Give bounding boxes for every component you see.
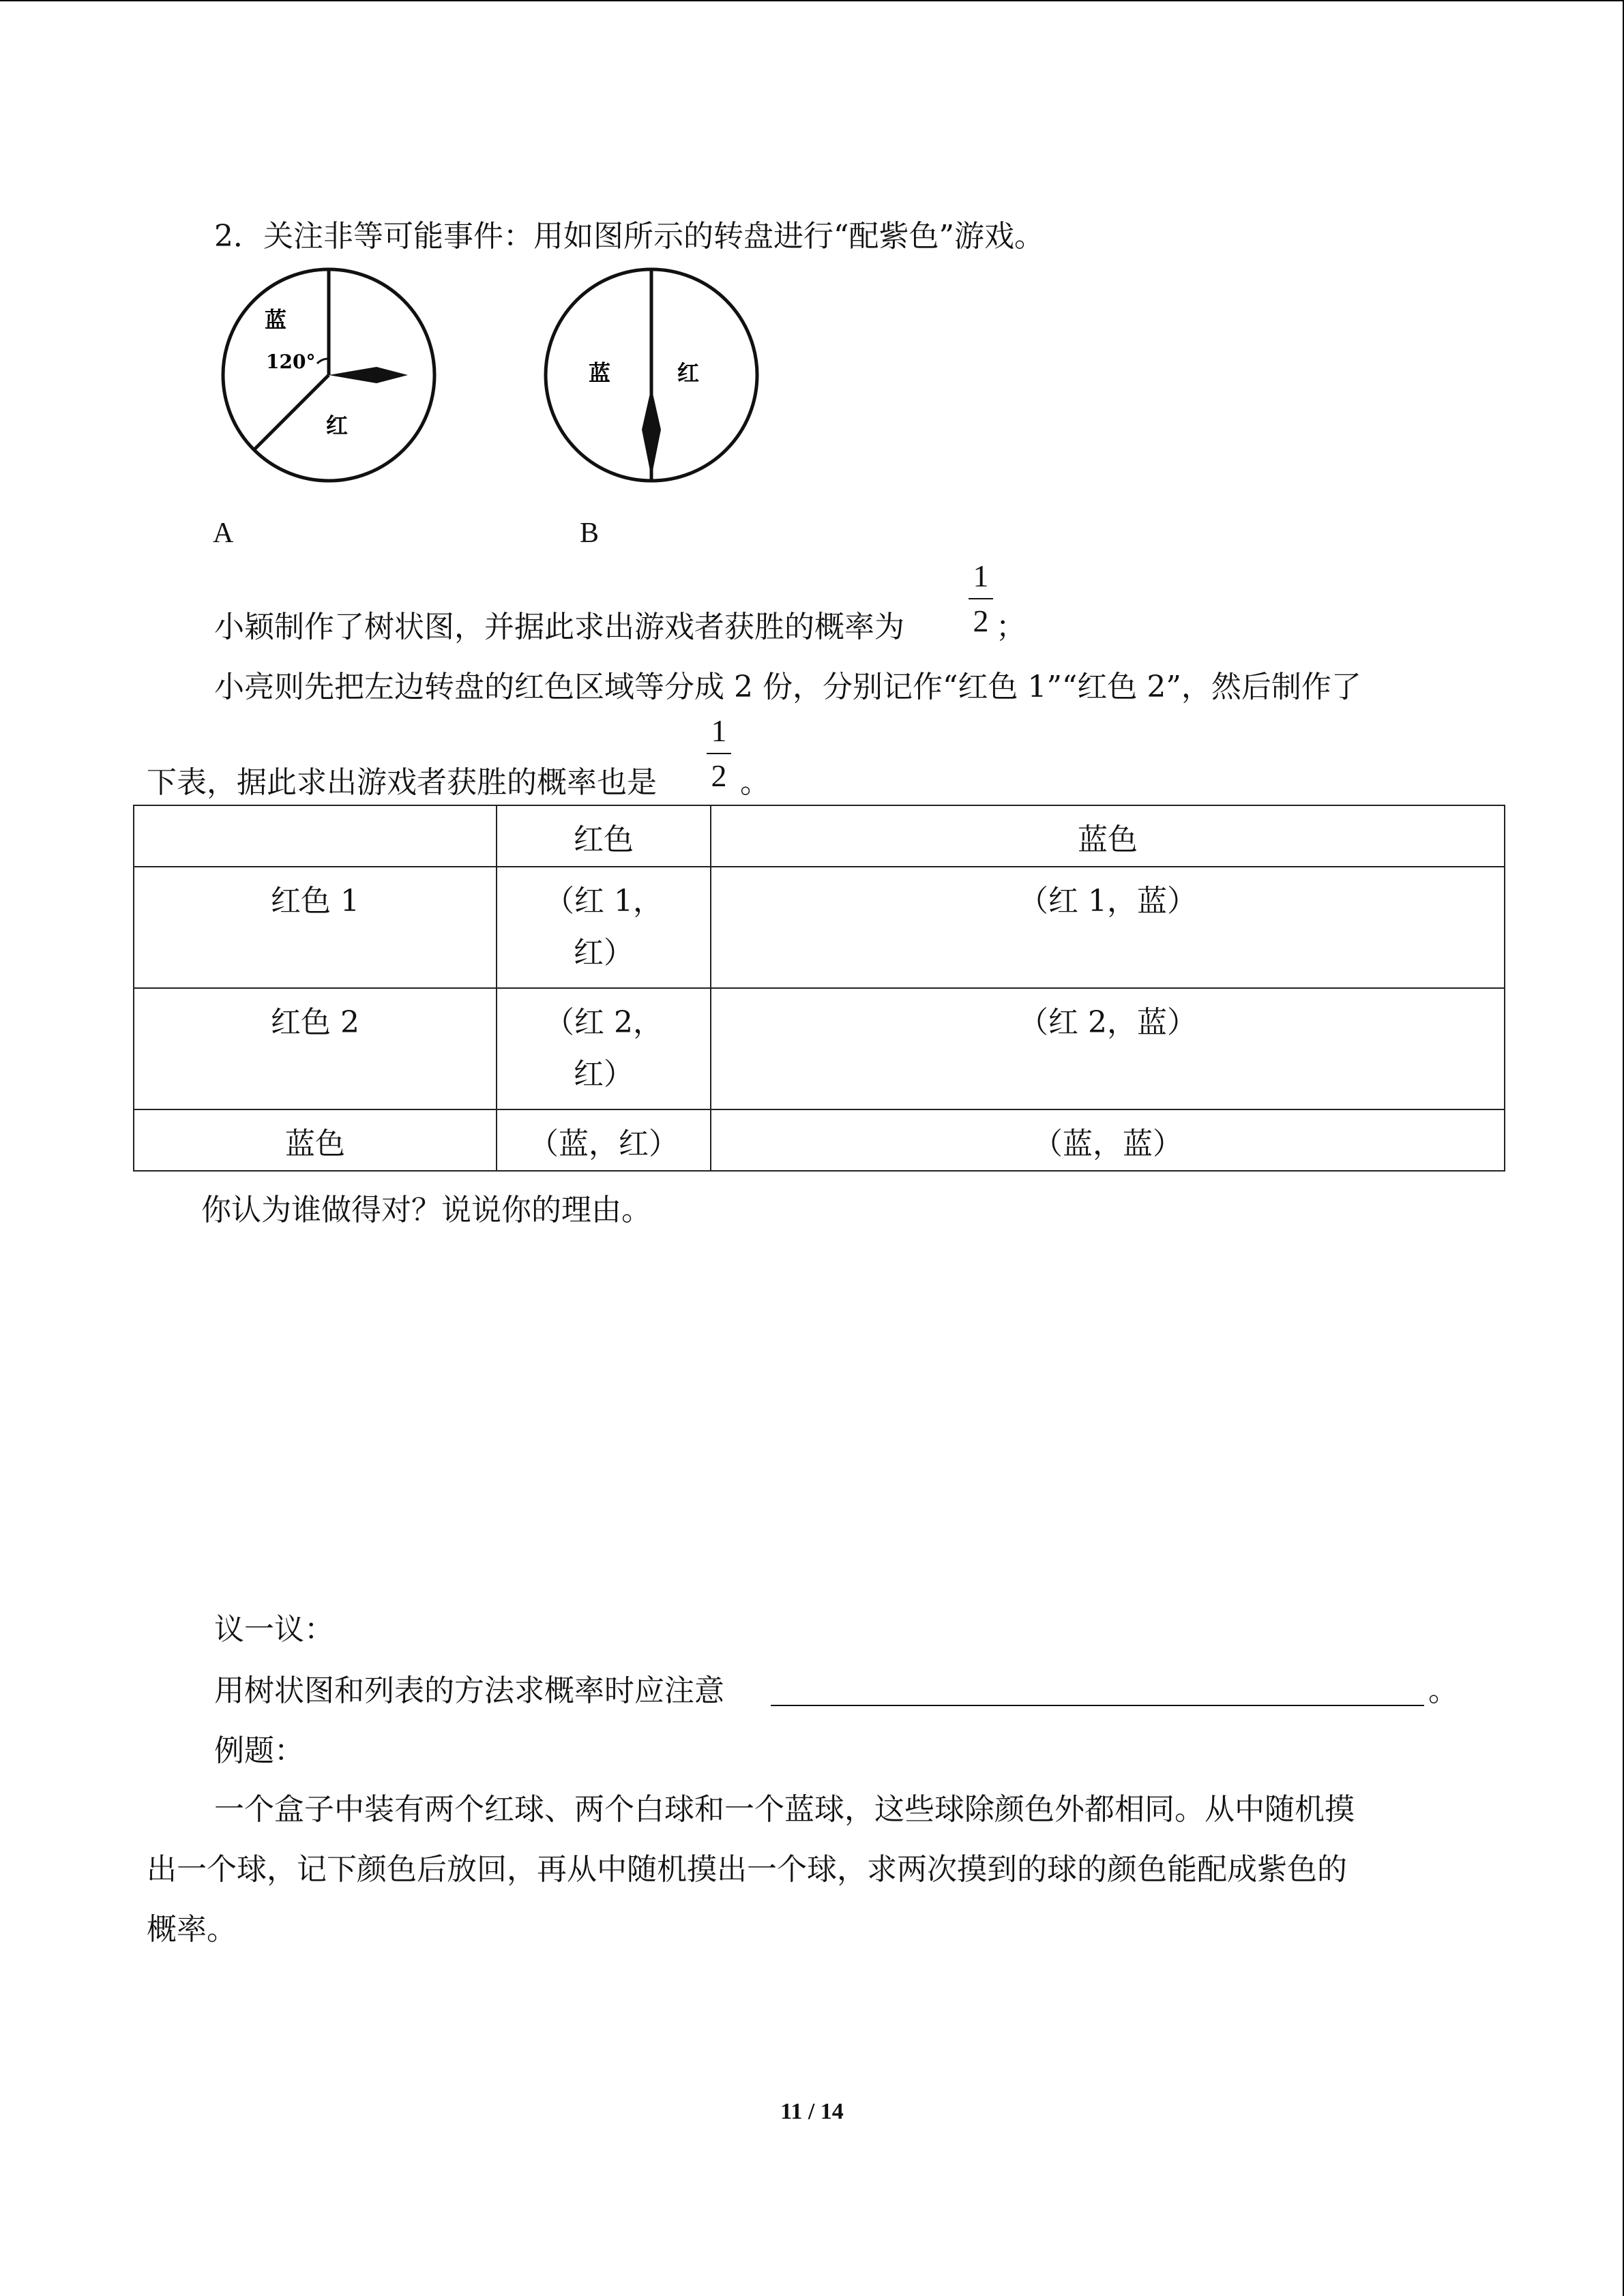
table-header-cell (134, 805, 497, 867)
example-line-3: 概率。 (147, 1912, 237, 1947)
table-row-label: 红色 2 (134, 988, 497, 1109)
table-cell (497, 988, 711, 1109)
fraction-numerator: 1 (973, 558, 989, 593)
table-row-label: 蓝色 (134, 1109, 497, 1171)
xiaoliang-line1: 小亮则先把左边转盘的红色区域等分成 2 份，分别记作“红色 1”“红色 2”，然后制作了 (214, 670, 1361, 704)
question-text: 你认为谁做得对？说说你的理由。 (201, 1193, 651, 1227)
table-row (134, 1109, 1505, 1171)
item2-intro: 2．关注非等可能事件：用如图所示的转盘进行“配紫色”游戏。 (214, 219, 1044, 254)
table-row-label: 红色 1 (134, 867, 497, 988)
table-row (134, 988, 1505, 1109)
table-cell: （红 1，蓝） (711, 867, 1505, 988)
fraction-denominator: 2 (711, 758, 727, 793)
fraction-denominator: 2 (973, 603, 989, 638)
table-row (134, 805, 1505, 867)
example-line-2: 出一个球，记下颜色后放回，再从中随机摸出一个球，求两次摸到的球的颜色能配成紫色的 (147, 1852, 1347, 1887)
spinner-b-label-red: 红 (677, 360, 700, 386)
spinner-a-label-blue: 蓝 (265, 307, 287, 333)
table-cell-line: 红） (574, 936, 634, 970)
table-cell: （红 2，蓝） (711, 988, 1505, 1109)
example-heading: 例题： (214, 1733, 304, 1768)
table-cell: （蓝，蓝） (711, 1109, 1505, 1171)
page-number: 11 / 14 (780, 2099, 844, 2124)
xiaoying-semicolon: ； (996, 610, 1026, 644)
discuss-heading: 议一议： (214, 1612, 334, 1647)
table-header-cell: 红色 (497, 805, 711, 867)
xiaoliang-period: 。 (740, 765, 770, 800)
spinner-a-angle-label: 120° (266, 351, 316, 373)
spinner-b-label-blue: 蓝 (589, 360, 611, 386)
table-cell: （蓝，红） (497, 1109, 711, 1171)
fraction-numerator: 1 (711, 713, 727, 748)
answer-blank-line (771, 1705, 1424, 1706)
discuss-text: 用树状图和列表的方法求概率时应注意 (214, 1673, 724, 1708)
table-cell (497, 867, 711, 988)
xiaoying-text: 小颖制作了树状图，并据此求出游戏者获胜的概率为 (214, 610, 904, 644)
xiaoying-fraction (967, 556, 994, 642)
fraction-bar (707, 753, 731, 754)
table-cell-line: （红 1， (544, 884, 663, 919)
spinner-a-label-red: 红 (326, 413, 349, 438)
xiaoliang-fraction (705, 711, 733, 796)
xiaoliang-line2: 下表，据此求出游戏者获胜的概率也是 (147, 765, 657, 800)
discuss-end: 。 (1428, 1673, 1458, 1708)
example-line-1: 一个盒子中装有两个红球、两个白球和一个蓝球，这些球除颜色外都相同。从中随机摸 (214, 1792, 1355, 1827)
spinner-a (218, 266, 443, 491)
fraction-bar (969, 598, 993, 599)
spinner-b (542, 266, 767, 491)
table-header-cell: 蓝色 (711, 805, 1505, 867)
table-cell-line: （红 2， (544, 1005, 663, 1040)
spinner-a-caption: A (213, 518, 234, 549)
table-row (134, 867, 1505, 988)
table-cell-line: 红） (574, 1057, 634, 1092)
spinner-b-caption: B (580, 518, 600, 549)
outcome-table (133, 805, 1505, 1172)
